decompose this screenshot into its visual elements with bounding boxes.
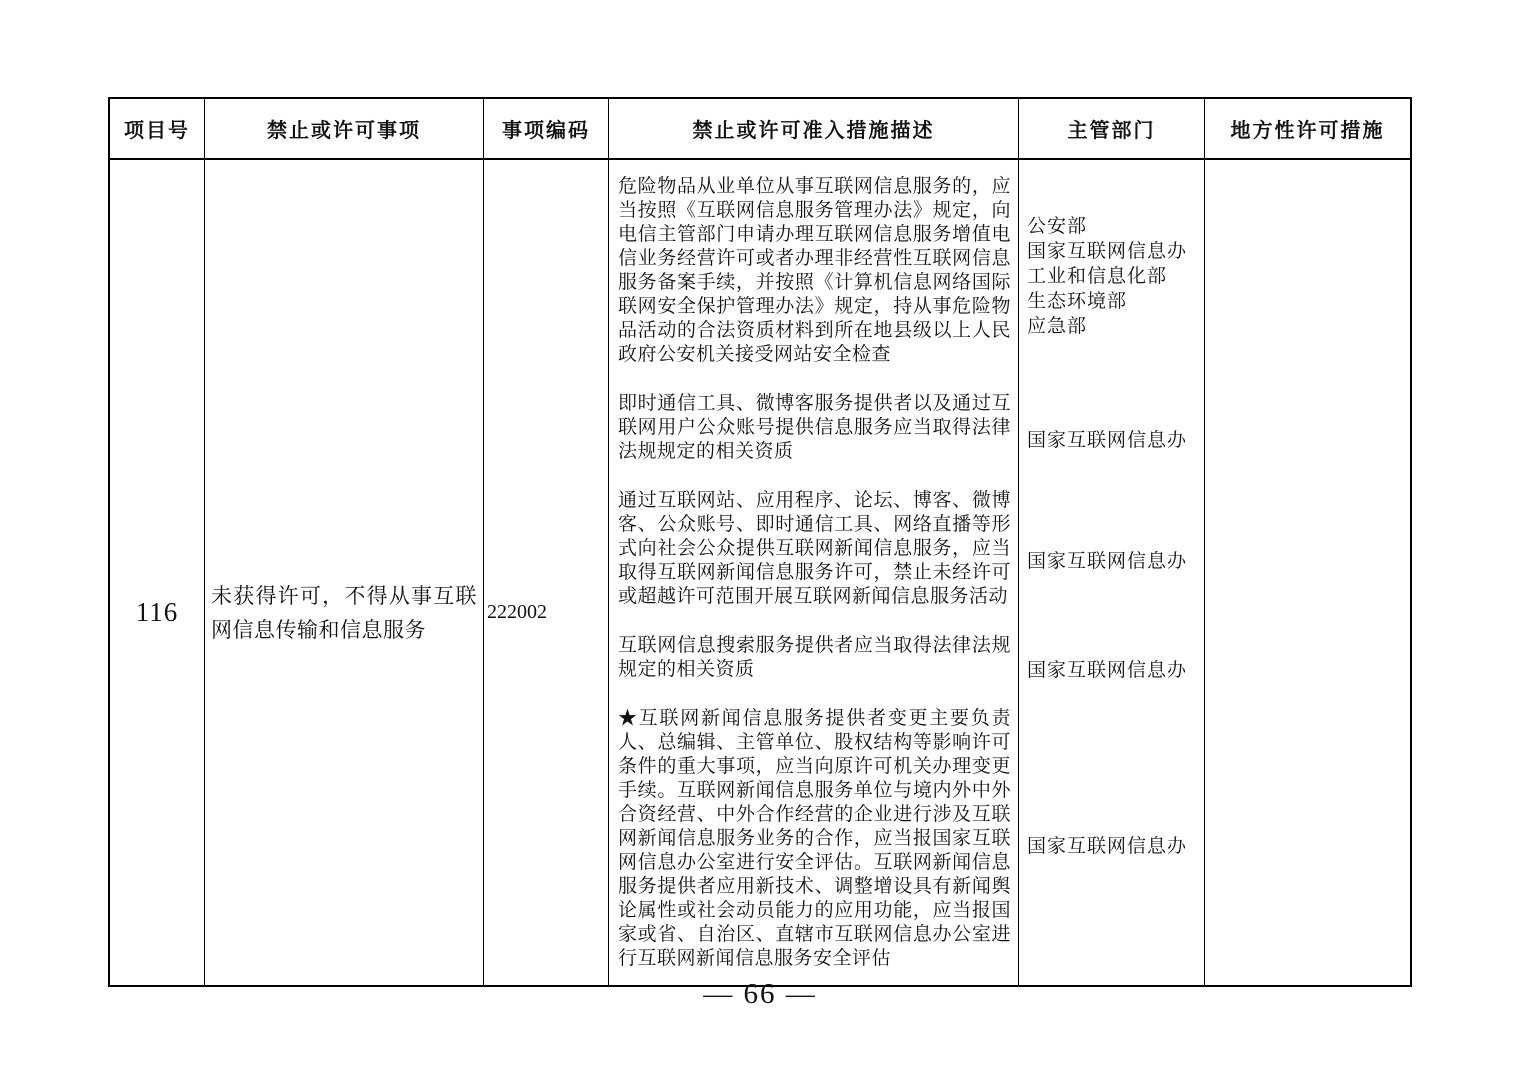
department-item: 工业和信息化部 [1027,265,1168,287]
header-prohibited-or-licensed-item: 禁止或许可事项 [205,99,484,160]
departments-section-3 [1019,489,1205,634]
departments-section-5 [1019,707,1205,985]
description-section-1 [609,160,1019,392]
item-name-value: 未获得许可，不得从事互联网信息传输和信息服务 [211,583,477,642]
departments-section-1 [1019,160,1205,392]
department-item: 国家互联网信息办 [1027,660,1188,681]
header-local-licensing-measures: 地方性许可措施 [1205,99,1410,160]
description-paragraph: 即时通信工具、微博客服务提供者以及通过互联网用户公众账号提供信息服务应当取得法律法规规定的相关资质 [618,393,1011,462]
item-code-value: 222002 [487,601,547,623]
access-measures-table [108,97,1412,987]
departments-section-2 [1019,392,1205,489]
header-measure-description: 禁止或许可准入措施描述 [609,99,1019,160]
description-section-4 [609,634,1019,707]
description-paragraph: ★互联网新闻信息服务提供者变更主要负责人、总编辑、主管单位、股权结构等影响许可条件的重大事项，应当向原许可机关办理变更手续。互联网新闻信息服务单位与境内外中外合资经营、中外合作经营的企业进行涉及互联网新闻信息服务业务的合作，应当报国家互联网信息办公室进行安全评估。互联网新闻信息服务提供者应用新技术、调整增设具有新闻舆论属性或社会动员能力的应用功能，应当报国家或省、自治区、直辖市互联网信息办公室进行互联网新闻信息服务安全评估 [618,708,1011,969]
project-no-value: 116 [135,597,179,627]
department-item: 公安部 [1027,215,1088,237]
department-item: 生态环境部 [1027,290,1128,312]
department-item: 国家互联网信息办 [1027,835,1188,857]
cell-project-no [110,160,205,985]
header-item-code: 事项编码 [484,99,609,160]
description-paragraph: 通过互联网站、应用程序、论坛、博客、微博客、公众账号、即时通信工具、网络直播等形式向社会公众提供互联网新闻信息服务，应当取得互联网新闻信息服务许可，禁止未经许可或超越许可范围开展互联网新闻信息服务活动 [618,490,1011,607]
description-section-2 [609,392,1019,489]
page-number: — 66 — [703,978,817,1010]
cell-local-measures [1205,160,1410,985]
department-item: 国家互联网信息办 [1027,430,1188,451]
cell-item-name [205,160,484,985]
cell-item-code [484,160,609,985]
header-competent-department: 主管部门 [1019,99,1205,160]
description-paragraph: 危险物品从业单位从事互联网信息服务的，应当按照《互联网信息服务管理办法》规定，向电信主管部门申请办理互联网信息服务增值电信业务经营许可或者办理非经营性互联网信息服务备案手续，并按照《计算机信息网络国际联网安全保护管理办法》规定，持从事危险物品活动的合法资质材料到所在地县级以上人民政府公安机关接受网站安全检查 [618,176,1011,365]
department-item: 国家互联网信息办 [1027,240,1188,262]
description-section-5 [609,707,1019,985]
department-item: 应急部 [1027,315,1088,337]
departments-section-4 [1019,634,1205,707]
description-section-3 [609,489,1019,634]
department-item: 国家互联网信息办 [1027,551,1188,572]
header-project-no: 项目号 [110,99,205,160]
description-paragraph: 互联网信息搜索服务提供者应当取得法律法规规定的相关资质 [618,635,1011,680]
